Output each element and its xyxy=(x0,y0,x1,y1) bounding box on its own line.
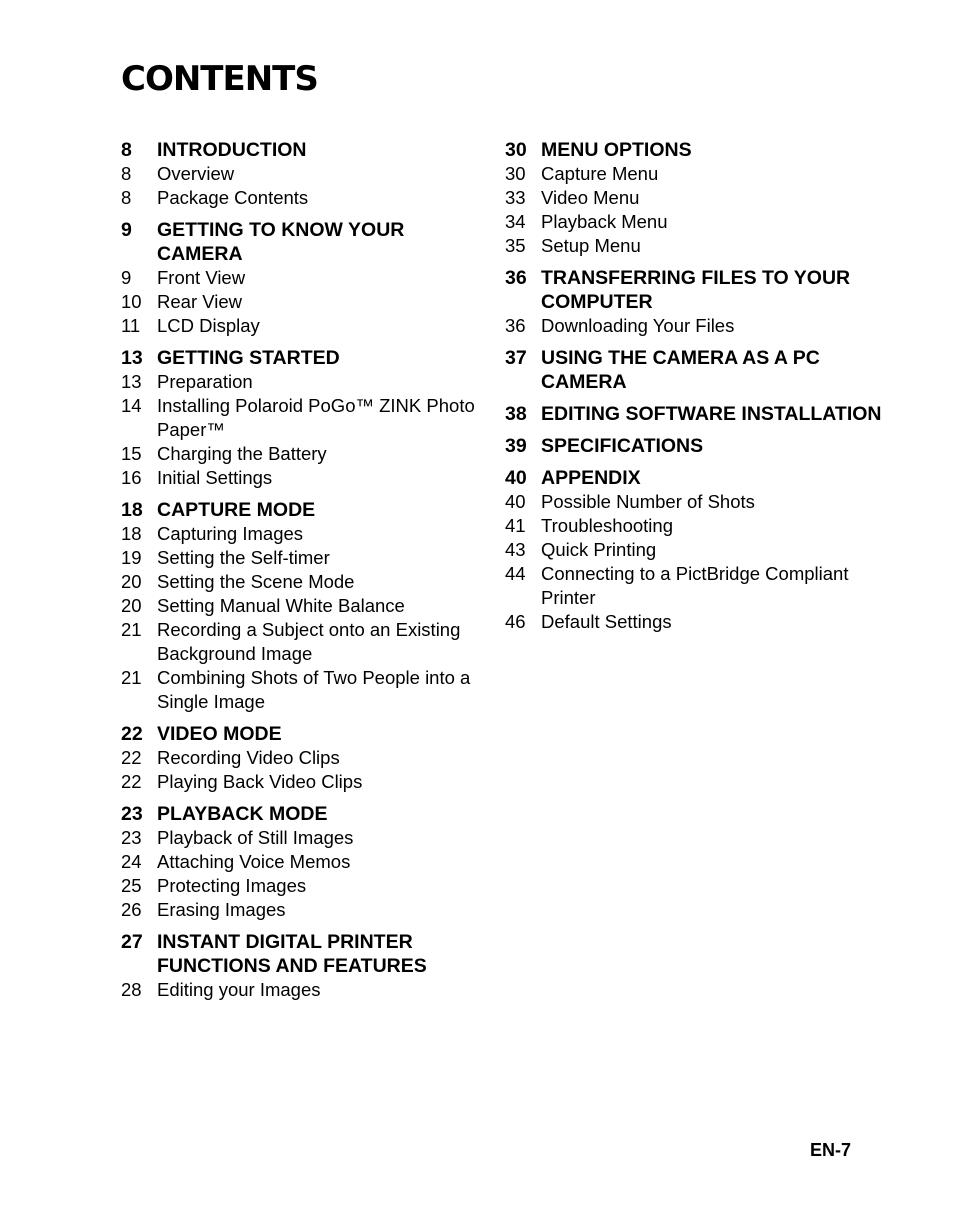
toc-page-number: 8 xyxy=(121,163,132,184)
toc-page-number: 9 xyxy=(121,267,132,288)
toc-entry-title: TRANSFERRING FILES TO YOUR COMPUTER xyxy=(541,267,851,313)
toc-entry xyxy=(121,618,481,666)
toc-page-number: 23 xyxy=(121,827,142,848)
toc-page-number: 34 xyxy=(505,211,526,232)
toc-entry xyxy=(121,522,481,546)
toc-entry-title: Possible Number of Shots xyxy=(541,491,755,512)
toc-page-number: 41 xyxy=(505,515,526,536)
toc-entry-title: Attaching Voice Memos xyxy=(157,851,351,872)
toc-page-number: 16 xyxy=(121,467,142,488)
toc-entry-title: Troubleshooting xyxy=(541,515,673,536)
toc-entry xyxy=(121,394,481,442)
toc-entry-title: Quick Printing xyxy=(541,539,657,560)
toc-entry-title: Erasing Images xyxy=(157,899,286,920)
toc-entry-title: Protecting Images xyxy=(157,875,307,896)
toc-entry xyxy=(505,162,885,186)
toc-page-number: 14 xyxy=(121,395,142,416)
toc-entry-title: SPECIFICATIONS xyxy=(541,435,704,457)
toc-entry-title: EDITING SOFTWARE INSTALLATION xyxy=(541,403,882,425)
toc-entry xyxy=(505,538,885,562)
toc-page-number: 24 xyxy=(121,851,142,872)
toc-entry-title: Preparation xyxy=(157,371,253,392)
toc-entry-title: INSTANT DIGITAL PRINTER FUNCTIONS AND FEATURES xyxy=(157,931,427,977)
toc-entry-title: Setting the Scene Mode xyxy=(157,571,355,592)
toc-page-number: 18 xyxy=(121,523,142,544)
toc-page-number: 20 xyxy=(121,571,142,592)
toc-entry xyxy=(121,186,481,210)
toc-section-heading xyxy=(121,802,481,826)
toc-entry-title: Setup Menu xyxy=(541,235,641,256)
toc-page-number: 21 xyxy=(121,619,142,640)
toc-section-heading xyxy=(505,266,885,314)
toc-page-number: 36 xyxy=(505,267,527,289)
toc-entry-title: Playback Menu xyxy=(541,211,668,232)
toc-page-number: 35 xyxy=(505,235,526,256)
toc-entry-title: Playback of Still Images xyxy=(157,827,354,848)
toc-entry-title: PLAYBACK MODE xyxy=(157,803,328,825)
toc-page-number: 33 xyxy=(505,187,526,208)
toc-page-number: 15 xyxy=(121,443,142,464)
toc-entry-title: LCD Display xyxy=(157,315,260,336)
toc-page-number: 11 xyxy=(121,315,141,336)
toc-section-heading xyxy=(121,138,481,162)
toc-page-number: 13 xyxy=(121,347,143,369)
toc-entry xyxy=(121,594,481,618)
toc-page-number: 36 xyxy=(505,315,526,336)
toc-page-number: 40 xyxy=(505,467,527,489)
toc-entry xyxy=(121,466,481,490)
toc-section-heading xyxy=(505,434,885,458)
toc-entry-title: APPENDIX xyxy=(541,467,641,489)
toc-entry-title: Initial Settings xyxy=(157,467,273,488)
toc-entry-title: GETTING TO KNOW YOUR CAMERA xyxy=(157,219,405,265)
toc-entry xyxy=(505,186,885,210)
toc-entry xyxy=(121,850,481,874)
toc-entry-title: Playing Back Video Clips xyxy=(157,771,363,792)
toc-entry xyxy=(505,210,885,234)
toc-page-number: 8 xyxy=(121,187,132,208)
toc-entry-title: INTRODUCTION xyxy=(157,139,307,161)
toc-entry-title: Setting Manual White Balance xyxy=(157,595,405,616)
toc-entry-title: MENU OPTIONS xyxy=(541,139,692,161)
toc-entry-title: USING THE CAMERA AS A PC CAMERA xyxy=(541,347,820,393)
toc-section-heading xyxy=(505,402,885,426)
toc-entry-title: Charging the Battery xyxy=(157,443,327,464)
toc-page-number: 19 xyxy=(121,547,142,568)
toc-entry-title: CAPTURE MODE xyxy=(157,499,316,521)
toc-entry-title: Video Menu xyxy=(541,187,640,208)
toc-entry xyxy=(121,370,481,394)
toc-entry-title: Front View xyxy=(157,267,246,288)
toc-entry xyxy=(121,266,481,290)
toc-page-number: 28 xyxy=(121,979,142,1000)
toc-entry-title: Setting the Self-timer xyxy=(157,547,330,568)
toc-entry xyxy=(505,234,885,258)
toc-page-number: 13 xyxy=(121,371,142,392)
toc-page-number: 37 xyxy=(505,347,527,369)
toc-column-left xyxy=(121,138,481,1002)
toc-entry-title: Connecting to a PictBridge Compliant Printer xyxy=(541,563,849,608)
toc-section-heading xyxy=(121,722,481,746)
toc-page-number: 23 xyxy=(121,803,143,825)
toc-entry-title: Capture Menu xyxy=(541,163,659,184)
toc-entry xyxy=(121,978,481,1002)
toc-entry xyxy=(121,546,481,570)
toc-entry xyxy=(121,162,481,186)
toc-section-heading xyxy=(121,346,481,370)
toc-entry xyxy=(121,290,481,314)
toc-entry-title: Installing Polaroid PoGo™ ZINK Photo Paper™ xyxy=(157,395,475,440)
toc-entry-title: Recording Video Clips xyxy=(157,747,340,768)
toc-page-number: 9 xyxy=(121,219,132,241)
toc-page-number: 30 xyxy=(505,163,526,184)
toc-entry-title: Capturing Images xyxy=(157,523,304,544)
toc-page-number: 18 xyxy=(121,499,143,521)
toc-page-number: 20 xyxy=(121,595,142,616)
toc-section-heading xyxy=(505,138,885,162)
toc-entry-title: GETTING STARTED xyxy=(157,347,340,369)
toc-section-heading xyxy=(505,346,885,394)
toc-page-number: 26 xyxy=(121,899,142,920)
toc-page-number: 30 xyxy=(505,139,527,161)
toc-page-number: 38 xyxy=(505,403,527,425)
toc-page-number: 40 xyxy=(505,491,526,512)
toc-column-right xyxy=(505,138,885,634)
toc-page-number: 8 xyxy=(121,139,132,161)
toc-entry xyxy=(121,442,481,466)
toc-entry xyxy=(505,562,885,610)
toc-entry-title: Recording a Subject onto an Existing Background Image xyxy=(157,619,461,664)
toc-page-number: 10 xyxy=(121,291,142,312)
toc-page-number: 22 xyxy=(121,747,142,768)
toc-entry xyxy=(121,770,481,794)
toc-entry-title: Default Settings xyxy=(541,611,672,632)
toc-entry-title: Package Contents xyxy=(157,187,309,208)
toc-entry-title: Combining Shots of Two People into a Single Image xyxy=(157,667,471,712)
toc-entry xyxy=(505,314,885,338)
toc-page-number: 43 xyxy=(505,539,526,560)
toc-page-number: 22 xyxy=(121,723,143,745)
toc-entry xyxy=(121,746,481,770)
toc-entry xyxy=(121,826,481,850)
toc-page-number: 44 xyxy=(505,563,526,584)
toc-entry-title: Overview xyxy=(157,163,235,184)
toc-entry xyxy=(121,898,481,922)
toc-entry xyxy=(121,666,481,714)
toc-section-heading xyxy=(121,930,481,978)
toc-entry xyxy=(505,514,885,538)
toc-entry xyxy=(505,610,885,634)
toc-entry xyxy=(505,490,885,514)
toc-page-number: 27 xyxy=(121,931,143,953)
toc-entry-title: Downloading Your Files xyxy=(541,315,735,336)
toc-page-number: 39 xyxy=(505,435,527,457)
toc-section-heading xyxy=(505,466,885,490)
toc-entry-title: VIDEO MODE xyxy=(157,723,282,745)
toc-section-heading xyxy=(121,498,481,522)
toc-entry xyxy=(121,570,481,594)
toc-entry xyxy=(121,874,481,898)
toc-page-number: 21 xyxy=(121,667,142,688)
toc-entry-title: Editing your Images xyxy=(157,979,321,1000)
toc-entry-title: Rear View xyxy=(157,291,243,312)
toc-section-heading xyxy=(121,218,481,266)
toc-entry xyxy=(121,314,481,338)
toc-page-number: 46 xyxy=(505,611,526,632)
page-number: EN-7 xyxy=(810,1140,852,1160)
toc-page-number: 25 xyxy=(121,875,142,896)
toc-page-number: 22 xyxy=(121,771,142,792)
page-title: CONTENTS xyxy=(121,59,318,99)
